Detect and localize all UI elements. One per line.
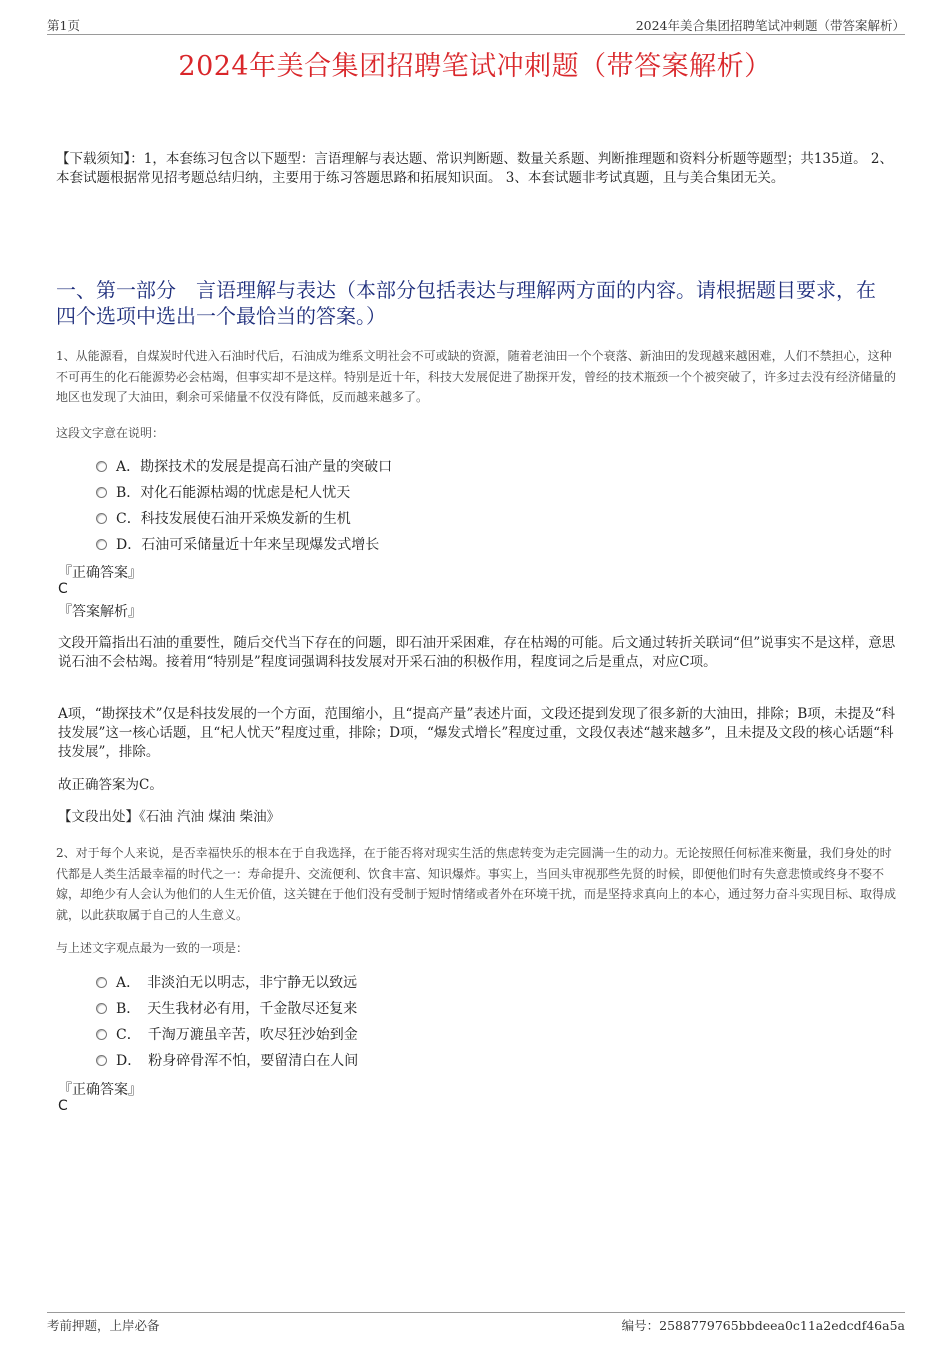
radio-icon[interactable] (96, 539, 107, 550)
page-footer (47, 1312, 905, 1333)
page-title: 2024年美合集团招聘笔试冲刺题（带答案解析） (178, 51, 772, 82)
question-2-answer-label: 『正确答案』 (58, 1082, 142, 1098)
question-1-option-a[interactable] (96, 453, 696, 479)
download-notice: 【下载须知】：1，本套练习包含以下题型：言语理解与表达题、常识判断题、数量关系题、判断推理题和资料分析题等题型；共135道。 2、本套试题根据常见招考题总结归纳，主要用于练习答题思路和拓展知识面。 3、本套试题非考试真题，且与美合集团无关。 (56, 151, 893, 186)
option-label: D．石油可采储量近十年来呈现爆发式增长 (116, 537, 380, 553)
question-1-answer-label: 『正确答案』 (58, 565, 142, 581)
page-header (47, 14, 905, 35)
question-1-text: 1、从能源看，自煤炭时代进入石油时代后，石油成为维系文明社会不可或缺的资源，随着老油田一个个衰落、新油田的发现越来越困难，人们不禁担心，这种不可再生的化石能源势必会枯竭，但事实却不是这样。特别是近十年，科技大发展促进了勘探开发，曾经的技术瓶颈一个个被突破了，许多过去没有经济储量的地区也发现了大油田，剩余可采储量不仅没有降低，反而越来越多了。 (56, 349, 897, 404)
question-1-analysis-para-1: 文段开篇指出石油的重要性，随后交代当下存在的问题，即石油开采困难，存在枯竭的可能。后文通过转折关联词“但”说事实不是这样，意思说石油不会枯竭。接着用“特别是”程度词强调科技发展对开采石油的积极作用，程度词之后是重点，对应C项。 (58, 635, 896, 670)
header-doc-title: 2024年美合集团招聘笔试冲刺题（带答案解析） (635, 18, 905, 33)
question-2-option-d[interactable] (96, 1047, 696, 1073)
radio-icon[interactable] (96, 513, 107, 524)
radio-icon[interactable] (96, 1029, 107, 1040)
question-1-conclusion: 故正确答案为C。 (58, 777, 163, 793)
footer-slogan: 考前押题，上岸必备 (47, 1318, 160, 1333)
option-label: C．科技发展使石油开采焕发新的生机 (116, 511, 351, 527)
question-1-option-b[interactable] (96, 479, 696, 505)
radio-icon[interactable] (96, 461, 107, 472)
question-1-prompt: 这段文字意在说明： (56, 426, 165, 440)
question-1-analysis-label: 『答案解析』 (58, 604, 142, 620)
question-1-analysis-para-2: A项，“勘探技术”仅是科技发展的一个方面，范围缩小，且“提高产量”表述片面，文段还提到发现了很多新的大油田，排除；B项，未提及“科技发展”这一核心话题，且“杞人忧天”程度过重，排除；D项，“爆发式增长”程度过重，文段仅表述“越来越多”，且未提及文段的核心话题“科技发展”，排除。 (58, 706, 896, 760)
option-label: C． 千淘万漉虽辛苦，吹尽狂沙始到金 (116, 1027, 358, 1043)
option-label: A．勘探技术的发展是提高石油产量的突破口 (116, 459, 393, 475)
question-2-answer: C (58, 1098, 68, 1114)
option-label: B． 天生我材必有用，千金散尽还复来 (116, 1001, 358, 1017)
question-2-prompt: 与上述文字观点最为一致的一项是： (56, 941, 249, 955)
question-2-text: 2、对于每个人来说，是否幸福快乐的根本在于自我选择，在于能否将对现实生活的焦虑转变为走完圆满一生的动力。无论按照任何标准来衡量，我们身处的时代都是人类生活最幸福的时代之一：寿命提升、交流便利、饮食丰富、知识爆炸。事实上，当回头审视那些先贤的时候，即便他们时有失意悲愤或终身不娶不嫁，却绝少有人会认为他们的人生无价值，这关键在于他们没有受制于短时情绪或者外在环境干扰，而是坚持求真向上的本心，通过努力奋斗实现目标、取得成就，以此获取属于自己的人生意义。 (56, 846, 897, 922)
page-number: 第1页 (47, 18, 80, 33)
footer-serial: 编号：2588779765bbdeea0c11a2edcdf46a5a (621, 1318, 905, 1333)
radio-icon[interactable] (96, 1055, 107, 1066)
question-1-options (96, 453, 696, 557)
option-label: A． 非淡泊无以明志，非宁静无以致远 (116, 975, 358, 991)
question-2-options (96, 969, 696, 1073)
section-title: 一、第一部分 言语理解与表达（本部分包括表达与理解两方面的内容。请根据题目要求，在四个选项中选出一个最恰当的答案。） (56, 278, 876, 328)
option-label: D． 粉身碎骨浑不怕，要留清白在人间 (116, 1053, 359, 1069)
radio-icon[interactable] (96, 1003, 107, 1014)
question-1-source: 【文段出处】《石油 汽油 煤油 柴油》 (58, 809, 281, 825)
question-1-answer: C (58, 581, 68, 597)
question-2-option-c[interactable] (96, 1021, 696, 1047)
question-2-option-b[interactable] (96, 995, 696, 1021)
option-label: B．对化石能源枯竭的忧虑是杞人忧天 (116, 485, 351, 501)
radio-icon[interactable] (96, 487, 107, 498)
question-2-option-a[interactable] (96, 969, 696, 995)
radio-icon[interactable] (96, 977, 107, 988)
question-1-option-d[interactable] (96, 531, 696, 557)
question-1-option-c[interactable] (96, 505, 696, 531)
